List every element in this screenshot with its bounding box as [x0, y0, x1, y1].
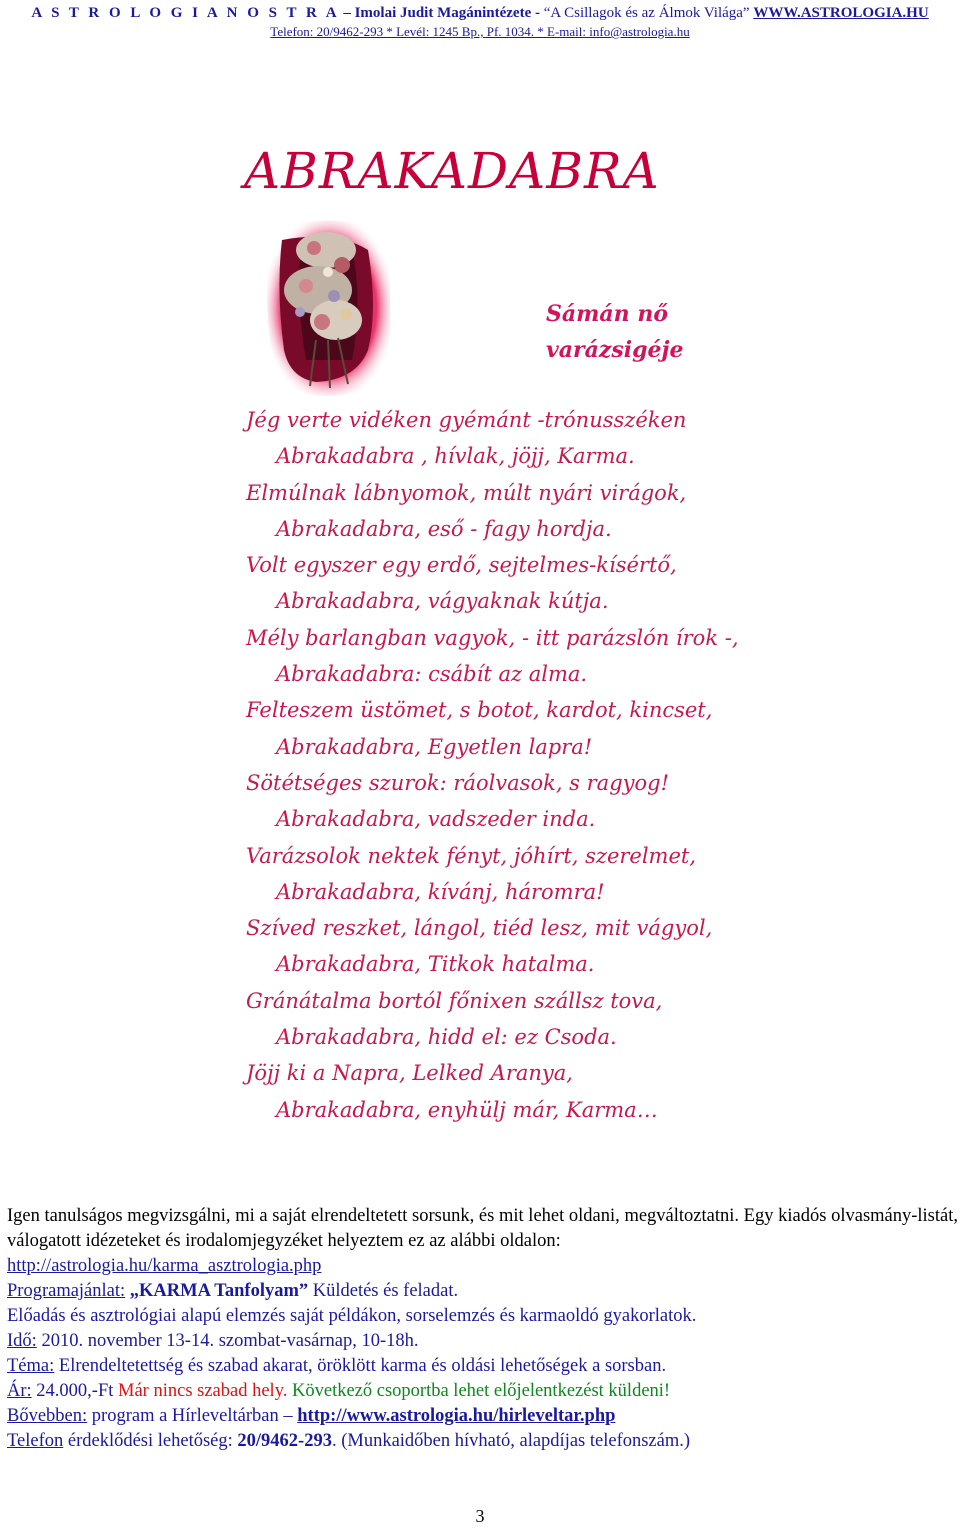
flower-bouquet-image: [256, 210, 398, 400]
page-title: ABRAKADABRA: [244, 142, 660, 200]
poem-line: Szíved reszket, lángol, tiéd lesz, mit vágyol,: [246, 916, 713, 941]
intro-paragraph: Igen tanulságos megvizsgálni, mi a saját elrendeltetett sorsunk, és mit lehet oldani, megváltoztatni. Egy kiadós olvasmány-listát, válogatott idézeteket és irodalomjegyzéket helyeztem ez az alábbi oldalon:: [7, 1206, 958, 1251]
topic-label[interactable]: Téma:: [7, 1356, 55, 1376]
pre-registration-notice: Következő csoportba lehet előjelentkezést küldeni!: [287, 1381, 671, 1401]
program-description: Küldetés és feladat.: [308, 1281, 459, 1301]
karma-asztrologia-link[interactable]: http://astrologia.hu/karma_asztrologia.php: [7, 1256, 322, 1276]
phone-text: érdeklődési lehetőség:: [63, 1431, 238, 1451]
poem-line: Gránátalma bortól főnixen szállsz tova,: [246, 988, 663, 1013]
subtitle-line-2: varázsigéje: [546, 337, 684, 363]
price-label[interactable]: Ár:: [7, 1381, 32, 1401]
poem-line: Volt egyszer egy erdő, sejtelmes-kísértő,: [246, 553, 677, 578]
more-value: program a Hírleveltárban –: [87, 1406, 298, 1426]
poem-line: Abrakadabra, eső - fagy hordja.: [276, 516, 612, 541]
time-line: [7, 1329, 958, 1354]
poem-line: Varázsolok nektek fényt, jóhírt, szerelmet,: [246, 843, 697, 868]
poem-line: Abrakadabra, vadszeder inda.: [276, 807, 596, 832]
company-name: A S T R O L O G I A N O S T R A: [31, 5, 340, 21]
poem-line: Mély barlangban vagyok, - itt parázslón írok -,: [246, 625, 739, 650]
poem-line: Abrakadabra, hidd el: ez Csoda.: [276, 1025, 617, 1050]
price-line: [7, 1379, 958, 1404]
poem-line: Abrakadabra, vágyaknak kútja.: [276, 589, 609, 614]
poem-line: Sötétséges szurok: ráolvasok, s ragyog!: [246, 770, 670, 795]
time-label[interactable]: Idő:: [7, 1331, 37, 1351]
subtitle-line-1: Sámán nő: [546, 301, 668, 327]
more-label[interactable]: Bővebben:: [7, 1406, 88, 1426]
poem-line: Abrakadabra: csábít az alma.: [276, 662, 588, 687]
poem-line: Abrakadabra, Titkok hatalma.: [276, 952, 595, 977]
phone-note: . (Munkaidőben hívható, alapdíjas telefonszám.): [331, 1431, 691, 1451]
poem-line: Abrakadabra, kívánj, háromra!: [276, 879, 605, 904]
header-line-1: [0, 5, 960, 22]
fully-booked-notice: Már nincs szabad hely.: [118, 1381, 288, 1401]
poem-line: Abrakadabra , hívlak, jöjj, Karma.: [276, 444, 635, 469]
program-label[interactable]: Programajánlat:: [7, 1281, 126, 1301]
poem-line: Jég verte vidéken gyémánt -trónusszéken: [246, 408, 687, 432]
lecture-line: Előadás és asztrológiai alapú elemzés saját példákon, sorselemzés és karmaoldó gyakorlatok.: [7, 1306, 697, 1326]
header-contact-line[interactable]: Telefon: 20/9462-293 * Levél: 1245 Bp., Pf. 1034. * E-mail: info@astrologia.hu: [270, 24, 690, 39]
more-info-line: [7, 1404, 958, 1429]
phone-label[interactable]: Telefon: [7, 1431, 64, 1451]
program-title: „KARMA Tanfolyam”: [129, 1281, 309, 1301]
website-link[interactable]: WWW.ASTROLOGIA.HU: [753, 5, 929, 21]
poem: [246, 402, 946, 1128]
info-section: [7, 1204, 958, 1454]
phone-line: [7, 1429, 958, 1454]
newsletter-archive-link[interactable]: http://www.astrologia.hu/hirleveltar.php: [297, 1406, 616, 1426]
page-number: 3: [475, 1506, 485, 1526]
poem-line: Abrakadabra, Egyetlen lapra!: [276, 734, 593, 759]
poem-line: Jöjj ki a Napra, Lelked Aranya,: [246, 1061, 573, 1086]
poem-line: Abrakadabra, enyhülj már, Karma…: [276, 1097, 658, 1122]
topic-value: Elrendeltetettség és szabad akarat, öröklött karma és oldási lehetőségek a sorsban.: [54, 1356, 667, 1376]
poem-line: Felteszem üstömet, s botot, kardot, kincset,: [246, 698, 713, 723]
phone-number: 20/9462-293: [237, 1431, 332, 1451]
program-line: [7, 1279, 958, 1304]
poem-line: Elmúlnak lábnyomok, múlt nyári virágok,: [246, 480, 687, 505]
time-value: 2010. november 13-14. szombat-vasárnap, 10-18h.: [36, 1331, 419, 1351]
topic-line: [7, 1354, 958, 1379]
price-value: 24.000,-Ft: [31, 1381, 119, 1401]
poem-subtitle: [546, 296, 683, 368]
company-motto: “A Csillagok és az Álmok Világa”: [543, 5, 750, 21]
company-subtitle: – Imolai Judit Magánintézete -: [339, 5, 544, 21]
